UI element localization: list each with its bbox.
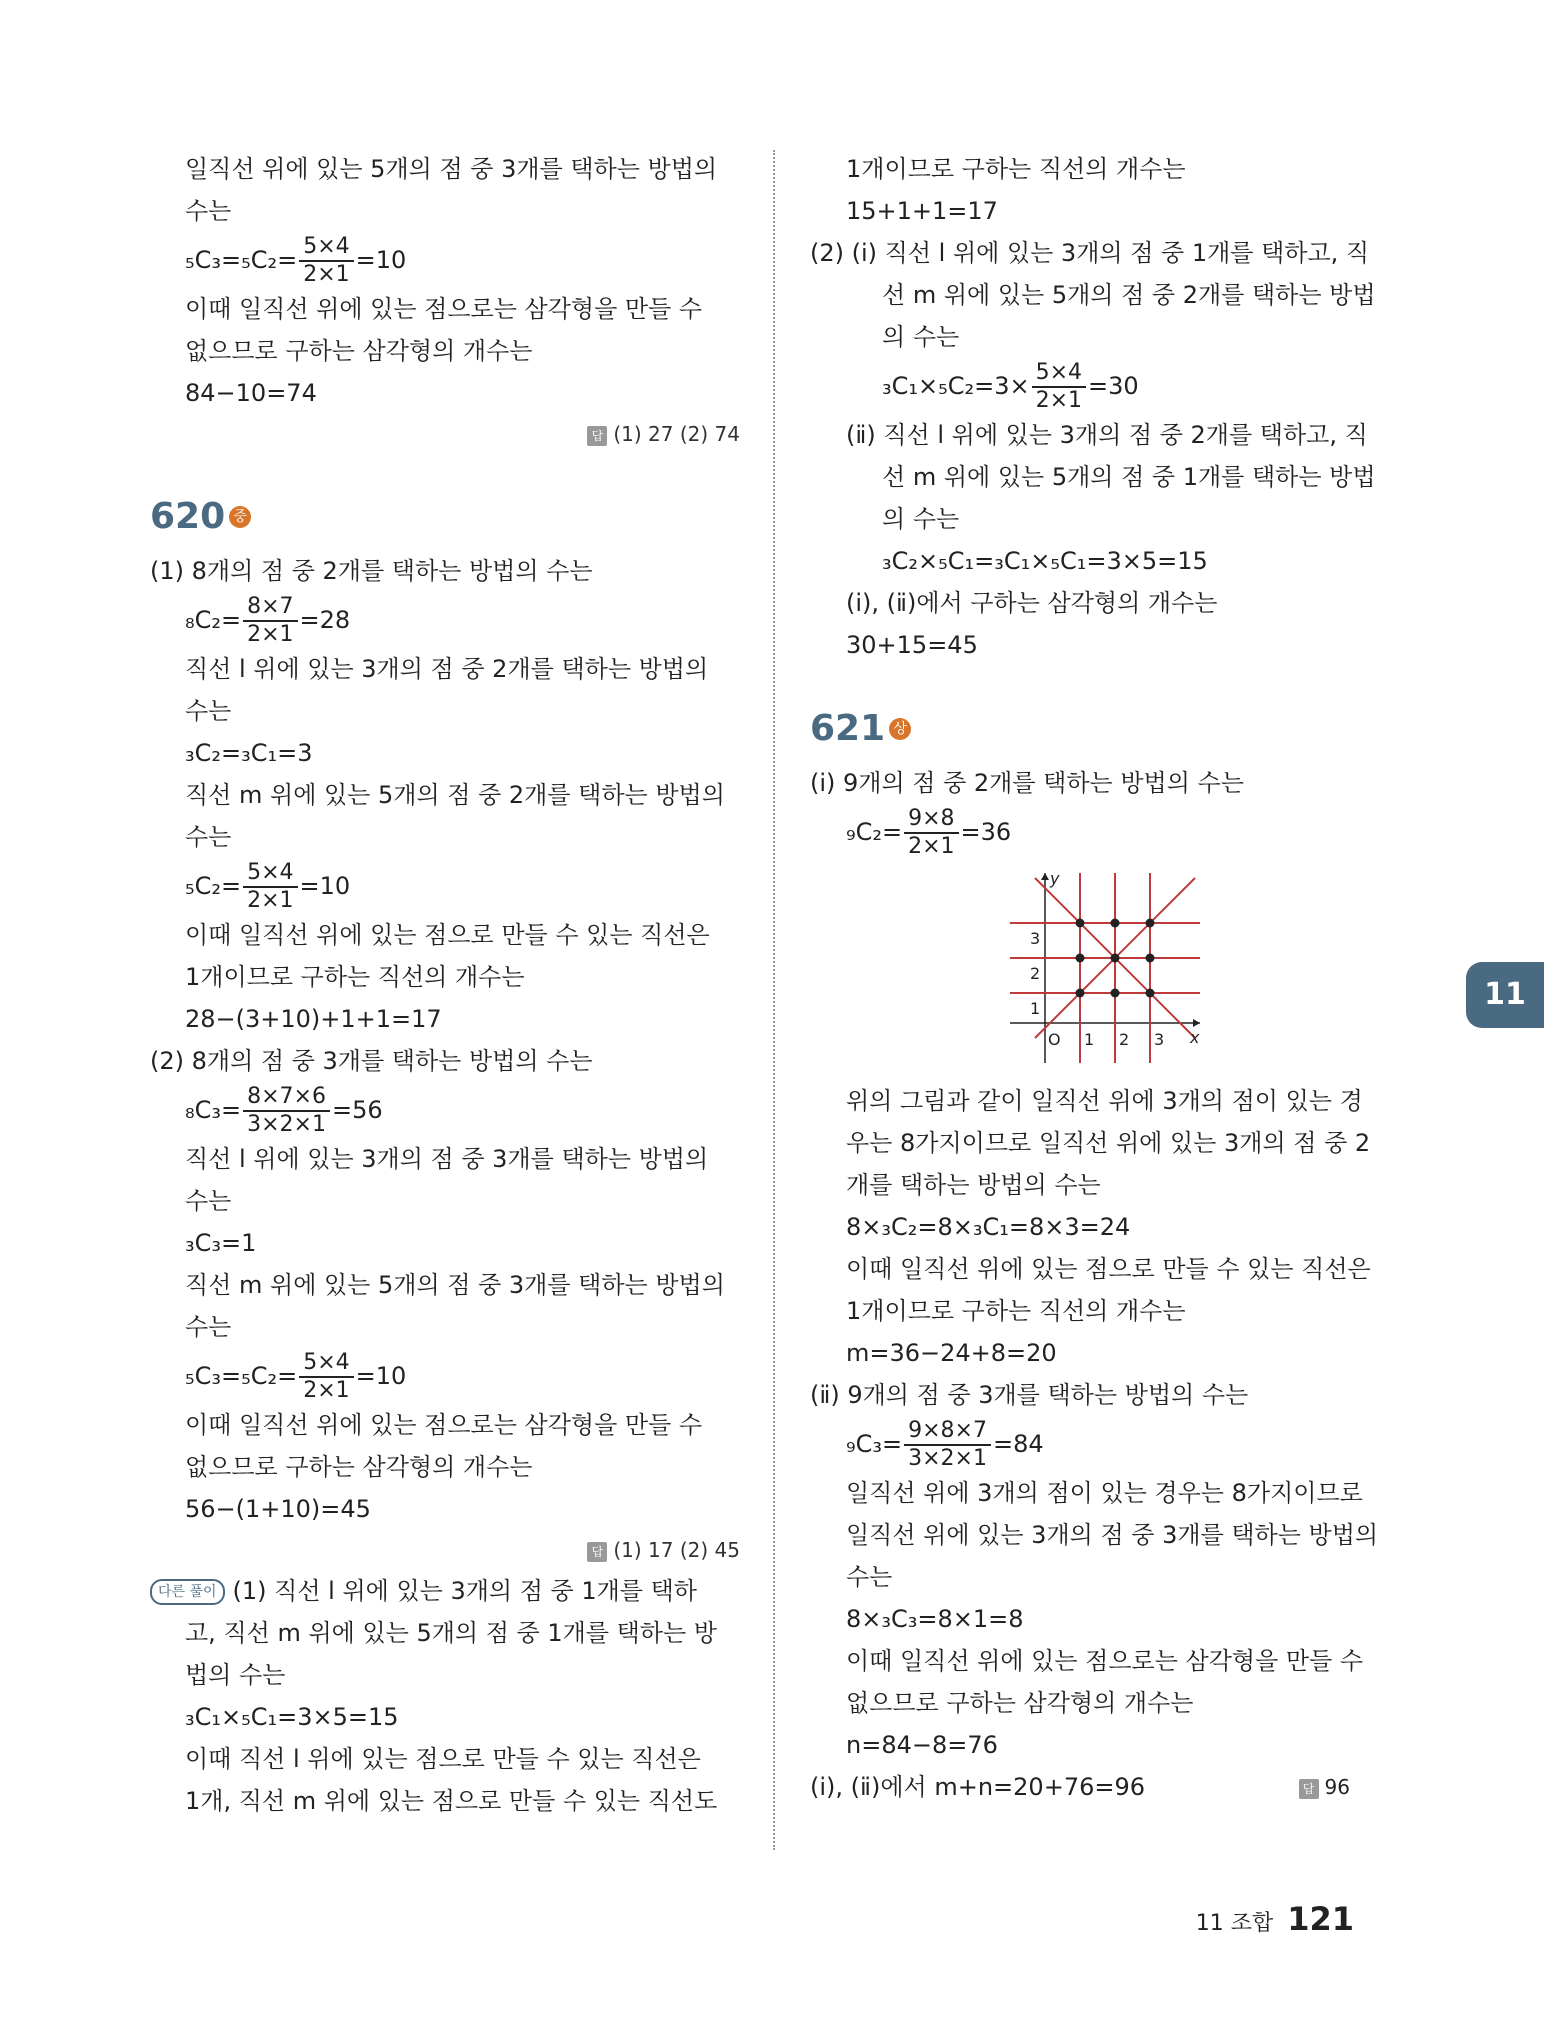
y-tick-label: 1 <box>1030 999 1041 1018</box>
text-line: ₃C₂=₃C₁=3 <box>185 739 313 767</box>
text-span: (ⅰ), (ⅱ)에서 m+n=20+76=96 <box>810 1773 1146 1801</box>
fraction-numerator: 5×4 <box>299 1350 353 1378</box>
final-line <box>810 1766 1370 1808</box>
page-number: 121 <box>1287 1900 1354 1938</box>
point <box>1111 954 1120 963</box>
text-line: 의 수는 <box>882 505 960 533</box>
text-line: 1개이므로 구하는 직선의 개수는 <box>846 155 1186 183</box>
formula-line <box>185 1348 740 1404</box>
fraction-numerator: 8×7 <box>243 594 297 622</box>
formula-part: ₃C₁×₅C₂=3× <box>882 372 1030 400</box>
formula-line <box>185 592 740 648</box>
answer-mark-icon: 답 <box>587 1542 607 1562</box>
text-line: 고, 직선 m 위에 있는 5개의 점 중 1개를 택하는 방 <box>185 1619 717 1647</box>
text-line: 직선 m 위에 있는 5개의 점 중 3개를 택하는 방법의 <box>185 1271 725 1299</box>
text-line: 1개, 직선 m 위에 있는 점으로 만들 수 있는 직선도 <box>185 1787 718 1815</box>
text-line: 없으므로 구하는 삼각형의 개수는 <box>846 1689 1194 1717</box>
text-line: 이때 일직선 위에 있는 점으로는 삼각형을 만들 수 <box>846 1647 1364 1675</box>
text-line: (ⅰ), (ⅱ)에서 구하는 삼각형의 개수는 <box>846 589 1218 617</box>
fraction <box>1032 360 1086 414</box>
fraction-numerator: 9×8×7 <box>904 1418 991 1446</box>
text-line: ₃C₃=1 <box>185 1229 257 1257</box>
point <box>1076 989 1085 998</box>
fraction-denominator: 2×1 <box>303 262 350 287</box>
text-line: 직선 m 위에 있는 5개의 점 중 2개를 택하는 방법의 <box>185 781 725 809</box>
text-line: 법의 수는 <box>185 1661 286 1689</box>
fraction-numerator: 8×7×6 <box>243 1084 330 1112</box>
text-line: 28−(3+10)+1+1=17 <box>185 1005 442 1033</box>
formula-part: =84 <box>992 1430 1044 1458</box>
text-span: (1) 직선 l 위에 있는 3개의 점 중 1개를 택하 <box>232 1577 697 1605</box>
fraction-denominator: 2×1 <box>303 1378 350 1403</box>
text-line: ₃C₂×₅C₁=₃C₁×₅C₁=3×5=15 <box>882 547 1208 575</box>
text-line: 위의 그림과 같이 일직선 위에 3개의 점이 있는 경 <box>846 1087 1363 1115</box>
text-line: 8×₃C₂=8×₃C₁=8×3=24 <box>846 1213 1131 1241</box>
text-line: 우는 8가지이므로 일직선 위에 있는 3개의 점 중 2 <box>846 1129 1371 1157</box>
text-line: 개를 택하는 방법의 수는 <box>846 1171 1101 1199</box>
page-footer <box>1196 1900 1354 1938</box>
fraction-denominator: 2×1 <box>1035 388 1083 413</box>
answer-text: (1) 17 (2) 45 <box>613 1538 740 1562</box>
x-tick-label: 2 <box>1119 1030 1130 1049</box>
y-tick-label: 3 <box>1030 929 1041 948</box>
text-line: 수는 <box>185 1313 232 1341</box>
formula-part: =28 <box>299 606 351 634</box>
text-line: 직선 l 위에 있는 3개의 점 중 3개를 택하는 방법의 <box>185 1145 709 1173</box>
fraction <box>299 1350 353 1404</box>
fraction <box>243 860 297 914</box>
y-arrow-icon <box>1041 873 1049 880</box>
fraction-denominator: 3×2×1 <box>247 1112 326 1137</box>
column-divider <box>773 150 775 1850</box>
text-line: 84−10=74 <box>185 379 317 407</box>
formula-line <box>185 232 740 288</box>
point <box>1146 919 1155 928</box>
point <box>1076 919 1085 928</box>
text-line: (2) 8개의 점 중 3개를 택하는 방법의 수는 <box>150 1047 593 1075</box>
fraction-numerator: 5×4 <box>243 860 297 888</box>
answer-text: 96 <box>1324 1775 1350 1799</box>
formula-part: ₅C₃=₅C₂= <box>185 246 298 274</box>
answer-line <box>185 414 740 454</box>
x-tick-label: 1 <box>1084 1030 1095 1049</box>
fraction <box>243 594 297 648</box>
formula-part: ₈C₃= <box>185 1096 242 1124</box>
formula-part: =56 <box>331 1096 383 1124</box>
answer-mark-icon: 답 <box>1299 1779 1319 1799</box>
text-line: 일직선 위에 있는 3개의 점 중 3개를 택하는 방법의 <box>846 1521 1379 1549</box>
text-line: 일직선 위에 3개의 점이 있는 경우는 8가지이므로 <box>846 1479 1363 1507</box>
difficulty-badge: 중 <box>229 506 251 528</box>
text-line: ₃C₁×₅C₁=3×5=15 <box>185 1703 399 1731</box>
text-line: (2) (ⅰ) 직선 l 위에 있는 3개의 점 중 1개를 택하고, 직 <box>810 239 1370 267</box>
lattice-diagram <box>1000 868 1210 1068</box>
text-line: 없으므로 구하는 삼각형의 개수는 <box>185 337 533 365</box>
fraction <box>904 1418 991 1472</box>
formula-part: ₅C₂= <box>185 872 242 900</box>
difficulty-badge: 상 <box>889 718 911 740</box>
fraction-numerator: 5×4 <box>1032 360 1086 388</box>
answer-line <box>1299 1766 1350 1808</box>
text-line: 8×₃C₃=8×1=8 <box>846 1605 1024 1633</box>
x-axis-label: x <box>1190 1028 1200 1047</box>
fraction-numerator: 9×8 <box>904 806 958 834</box>
formula-line <box>810 1416 1370 1472</box>
point <box>1146 954 1155 963</box>
text-line: 수는 <box>846 1563 893 1591</box>
x-arrow-icon <box>1193 1019 1200 1027</box>
formula-line <box>810 358 1370 414</box>
text-line: 이때 일직선 위에 있는 점으로 만들 수 있는 직선은 <box>846 1255 1371 1283</box>
formula-part: =36 <box>960 818 1012 846</box>
text-line: m=36−24+8=20 <box>846 1339 1057 1367</box>
answer-line <box>185 1530 740 1570</box>
point <box>1076 954 1085 963</box>
text-line: 수는 <box>185 697 232 725</box>
text-line: 수는 <box>185 1187 232 1215</box>
fraction-denominator: 3×2×1 <box>908 1446 987 1471</box>
text-line: 선 m 위에 있는 5개의 점 중 2개를 택하는 방법 <box>882 281 1376 309</box>
other-solution-line <box>150 1570 740 1612</box>
text-line: (1) 8개의 점 중 2개를 택하는 방법의 수는 <box>150 557 593 585</box>
text-line: 선 m 위에 있는 5개의 점 중 1개를 택하는 방법 <box>882 463 1376 491</box>
left-column <box>150 148 740 1822</box>
text-line: 이때 일직선 위에 있는 점으로는 삼각형을 만들 수 <box>185 295 703 323</box>
fraction-denominator: 2×1 <box>247 622 294 647</box>
text-line: 일직선 위에 있는 5개의 점 중 3개를 택하는 방법의 <box>185 155 718 183</box>
lattice-figure <box>1000 868 1370 1072</box>
point <box>1111 919 1120 928</box>
formula-part: ₅C₃=₅C₂= <box>185 1362 298 1390</box>
text-line: 1개이므로 구하는 직선의 개수는 <box>846 1297 1186 1325</box>
text-line: 15+1+1=17 <box>846 197 998 225</box>
text-line: 직선 l 위에 있는 3개의 점 중 2개를 택하는 방법의 <box>185 655 709 683</box>
origin-label: O <box>1048 1030 1061 1049</box>
fraction <box>299 234 353 288</box>
text-line: 이때 직선 l 위에 있는 점으로 만들 수 있는 직선은 <box>185 1745 701 1773</box>
fraction-denominator: 2×1 <box>247 888 294 913</box>
formula-part: =10 <box>355 246 407 274</box>
text-line: 이때 일직선 위에 있는 점으로 만들 수 있는 직선은 <box>185 921 710 949</box>
text-line: 30+15=45 <box>846 631 978 659</box>
answer-text: (1) 27 (2) 74 <box>613 422 740 446</box>
point <box>1111 989 1120 998</box>
text-line: 1개이므로 구하는 직선의 개수는 <box>185 963 525 991</box>
problem-number: 620 <box>150 496 226 537</box>
right-column <box>810 148 1379 1808</box>
formula-part: ₉C₃= <box>846 1430 903 1458</box>
other-solution-badge: 다른 풀이 <box>150 1579 225 1605</box>
fraction <box>904 806 958 860</box>
formula-part: =10 <box>299 872 351 900</box>
fraction <box>243 1084 330 1138</box>
text-line: 수는 <box>185 197 232 225</box>
x-tick-label: 3 <box>1154 1030 1165 1049</box>
text-line: (ⅱ) 9개의 점 중 3개를 택하는 방법의 수는 <box>810 1381 1249 1409</box>
answer-mark-icon: 답 <box>587 426 607 446</box>
formula-line <box>185 858 740 914</box>
formula-line <box>810 804 1370 860</box>
formula-part: ₉C₂= <box>846 818 903 846</box>
formula-line <box>185 1082 740 1138</box>
fraction-denominator: 2×1 <box>908 834 955 859</box>
chapter-title: 11 조합 <box>1195 1911 1274 1936</box>
text-line: (ⅰ) 9개의 점 중 2개를 택하는 방법의 수는 <box>810 769 1244 797</box>
point <box>1146 989 1155 998</box>
text-line: 56−(1+10)=45 <box>185 1495 371 1523</box>
text-line: 이때 일직선 위에 있는 점으로는 삼각형을 만들 수 <box>185 1411 703 1439</box>
formula-part: =10 <box>355 1362 407 1390</box>
text-line: 수는 <box>185 823 232 851</box>
chapter-tab: 11 <box>1466 962 1544 1028</box>
problem-number: 621 <box>810 708 886 749</box>
fraction-numerator: 5×4 <box>299 234 353 262</box>
text-line: 의 수는 <box>882 323 960 351</box>
problem-header-621 <box>810 708 1370 758</box>
problem-header-620 <box>150 496 740 546</box>
formula-part: ₈C₂= <box>185 606 242 634</box>
text-line: 없으므로 구하는 삼각형의 개수는 <box>185 1453 533 1481</box>
formula-part: =30 <box>1088 372 1139 400</box>
y-axis-label: y <box>1050 869 1060 888</box>
text-line: (ⅱ) 직선 l 위에 있는 3개의 점 중 2개를 택하고, 직 <box>846 421 1368 449</box>
text-line: n=84−8=76 <box>846 1731 998 1759</box>
y-tick-label: 2 <box>1030 964 1041 983</box>
